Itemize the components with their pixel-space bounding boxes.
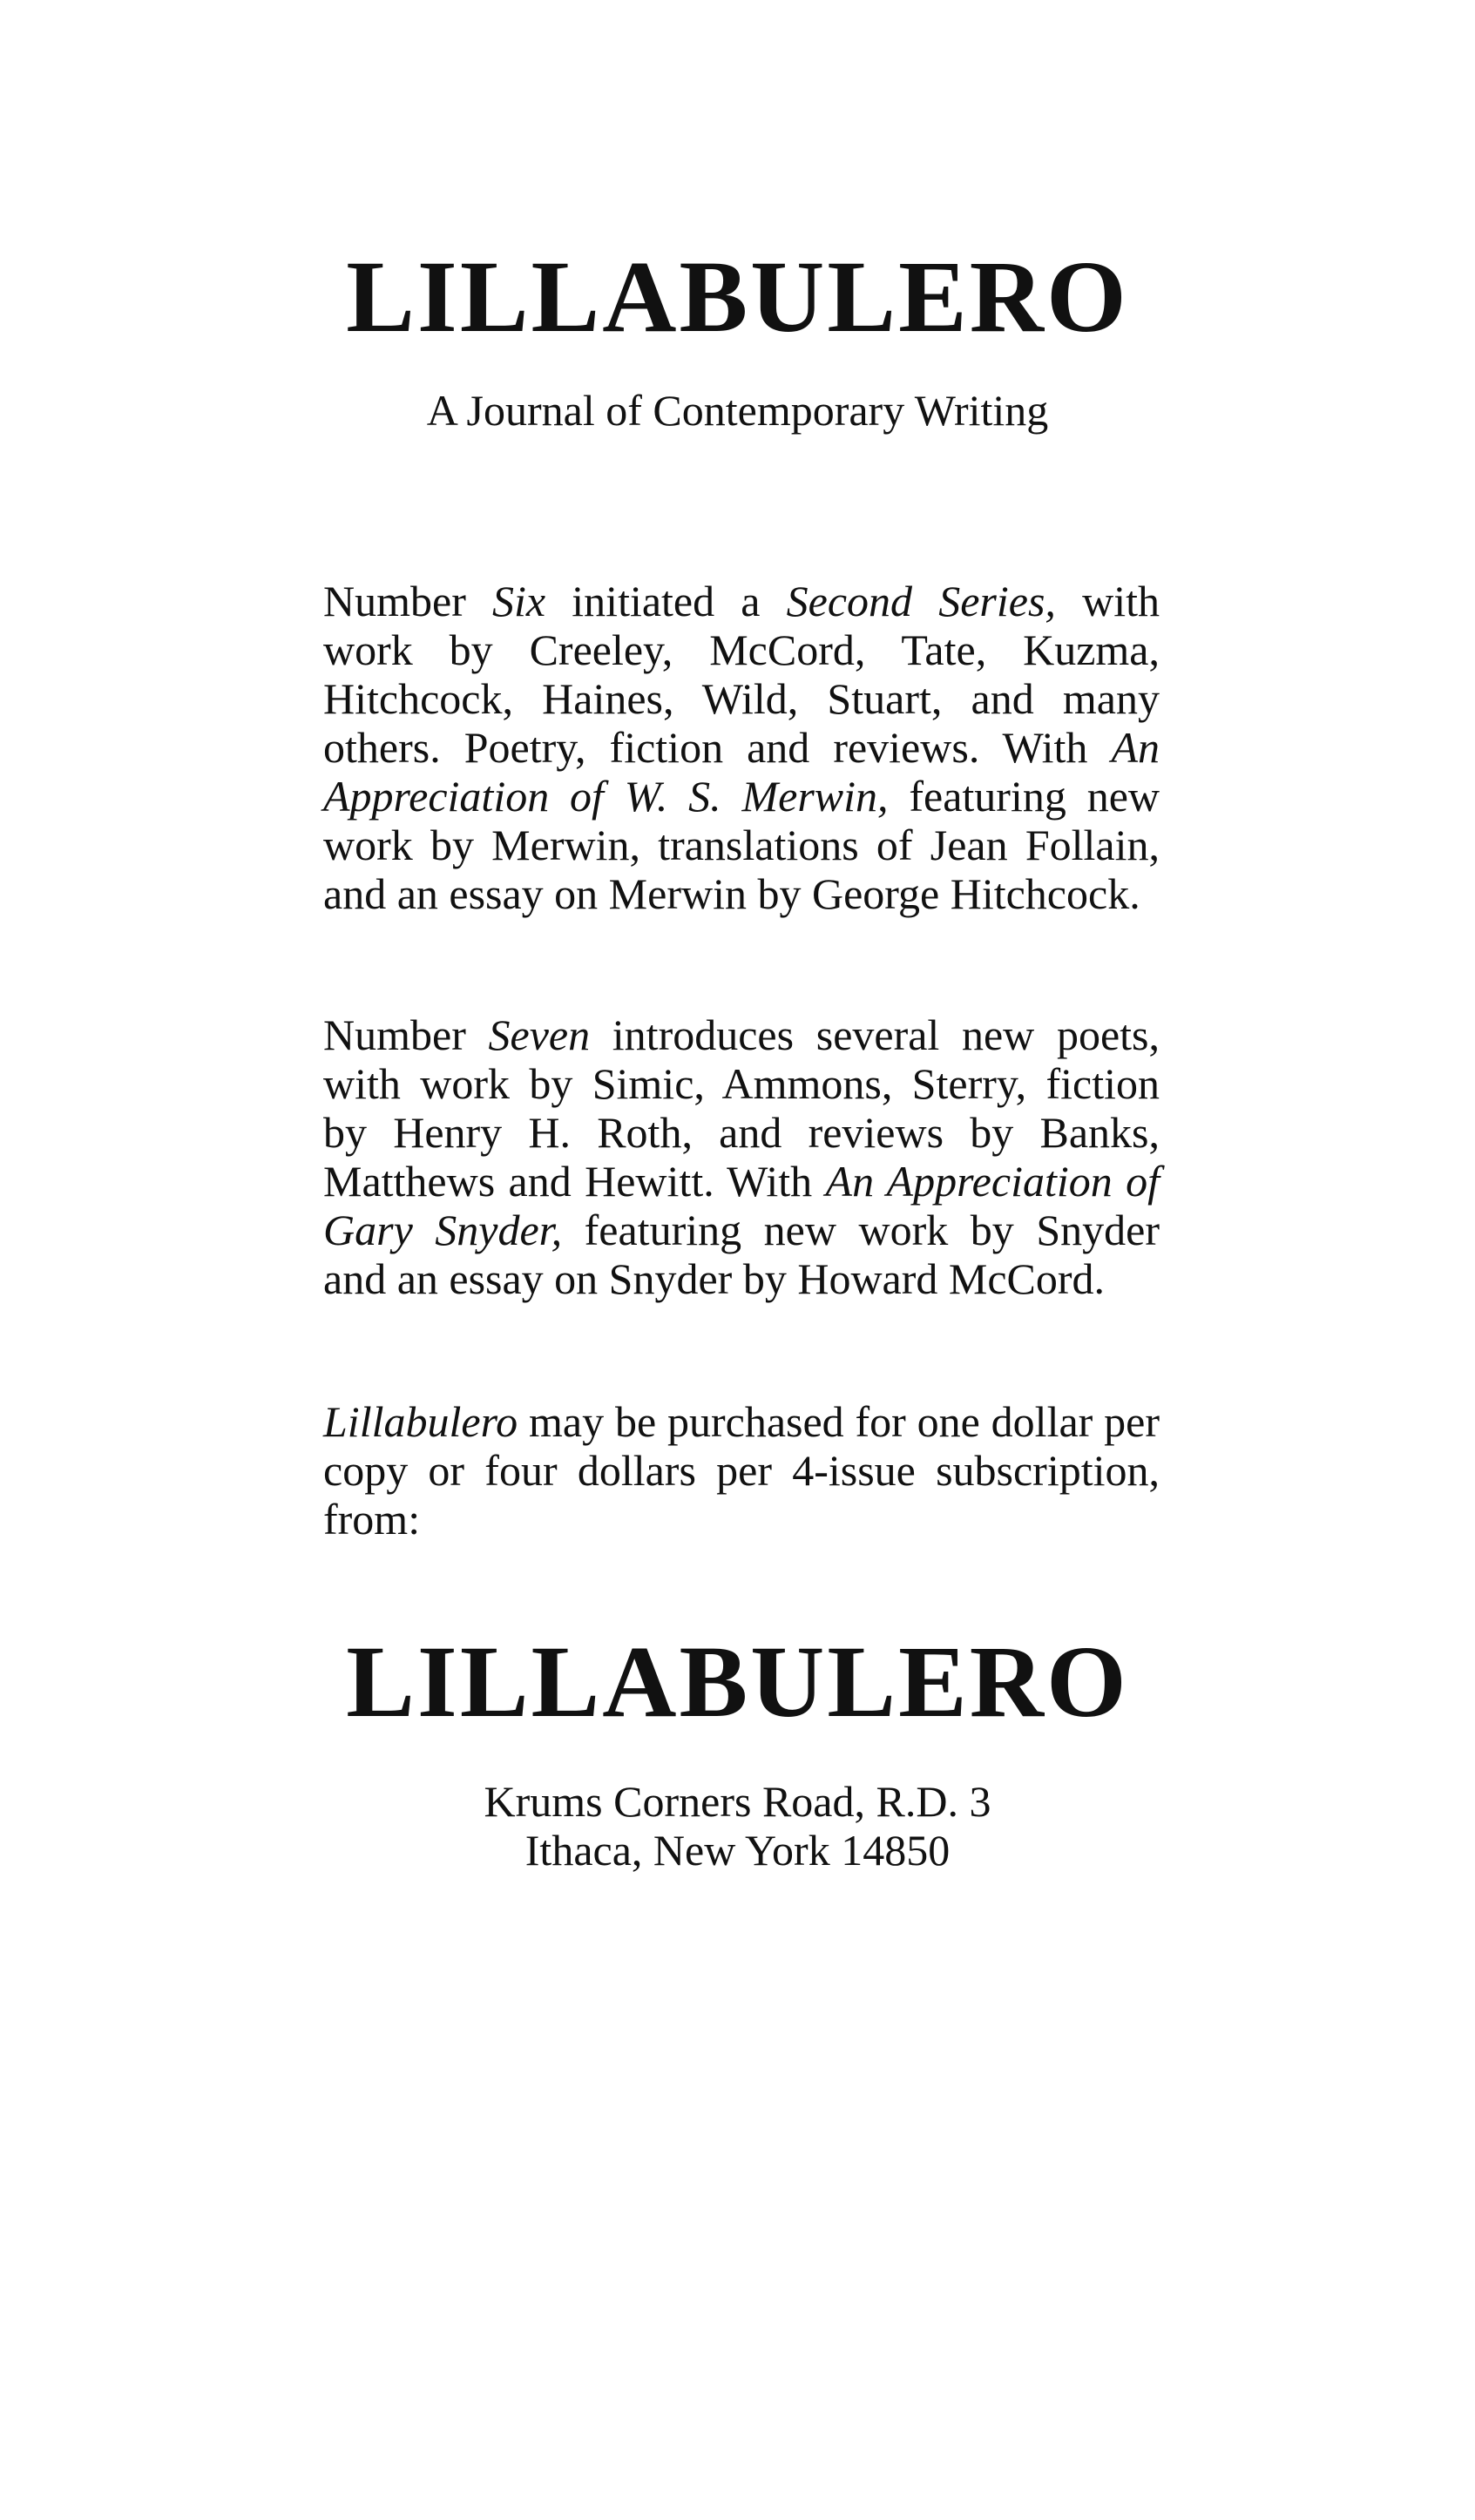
appreciation-merwin: An Appreciation of W. S. Merwin,: [323, 723, 1160, 821]
text-run: initiated a: [545, 577, 787, 625]
text-run: featuring new work by Merwin, translations of Jean Follain, and an essay on Merwin by George Hitchcock.: [323, 772, 1160, 918]
journal-title: LILLABULERO: [346, 240, 1129, 354]
text-run: Number: [323, 1010, 489, 1059]
journal-subtitle: A Journal of Contemporary Writing: [426, 386, 1049, 435]
text-run: featuring new work by Snyder and an essay on Snyder by Howard McCord.: [323, 1206, 1160, 1303]
publisher-title: LILLABULERO: [346, 1625, 1129, 1739]
text-run: Number: [323, 577, 493, 625]
text-run: may be purchased for one dollar per copy or four dollars per 4-issue subscription, from:: [323, 1397, 1160, 1544]
address-city: Ithaca, New York 14850: [524, 1826, 951, 1875]
issue-name-seven: Seven: [488, 1010, 591, 1059]
address-street: Krums Corners Road, R.D. 3: [484, 1777, 991, 1826]
appreciation-snyder: An Appreciation of Gary Snyder,: [323, 1157, 1160, 1254]
issue-name-six: Six: [492, 577, 546, 625]
issue-seven-description: [323, 1010, 1160, 1303]
text-run: with work by Creeley, McCord, Tate, Kuzma, Hitchcock, Haines, Wild, Stuart, and many others. Poetry, fiction and reviews. With: [323, 577, 1160, 772]
purchase-info: [323, 1397, 1160, 1544]
issue-six-description: [323, 577, 1160, 918]
text-run: introduces several new poets, with work by Simic, Ammons, Sterry, fiction by Henry H. Roth, and reviews by Banks, Matthews and Hewitt. With: [323, 1010, 1160, 1206]
series-name: Second Series,: [786, 577, 1056, 625]
journal-name-inline: Lillabulero: [323, 1397, 518, 1446]
